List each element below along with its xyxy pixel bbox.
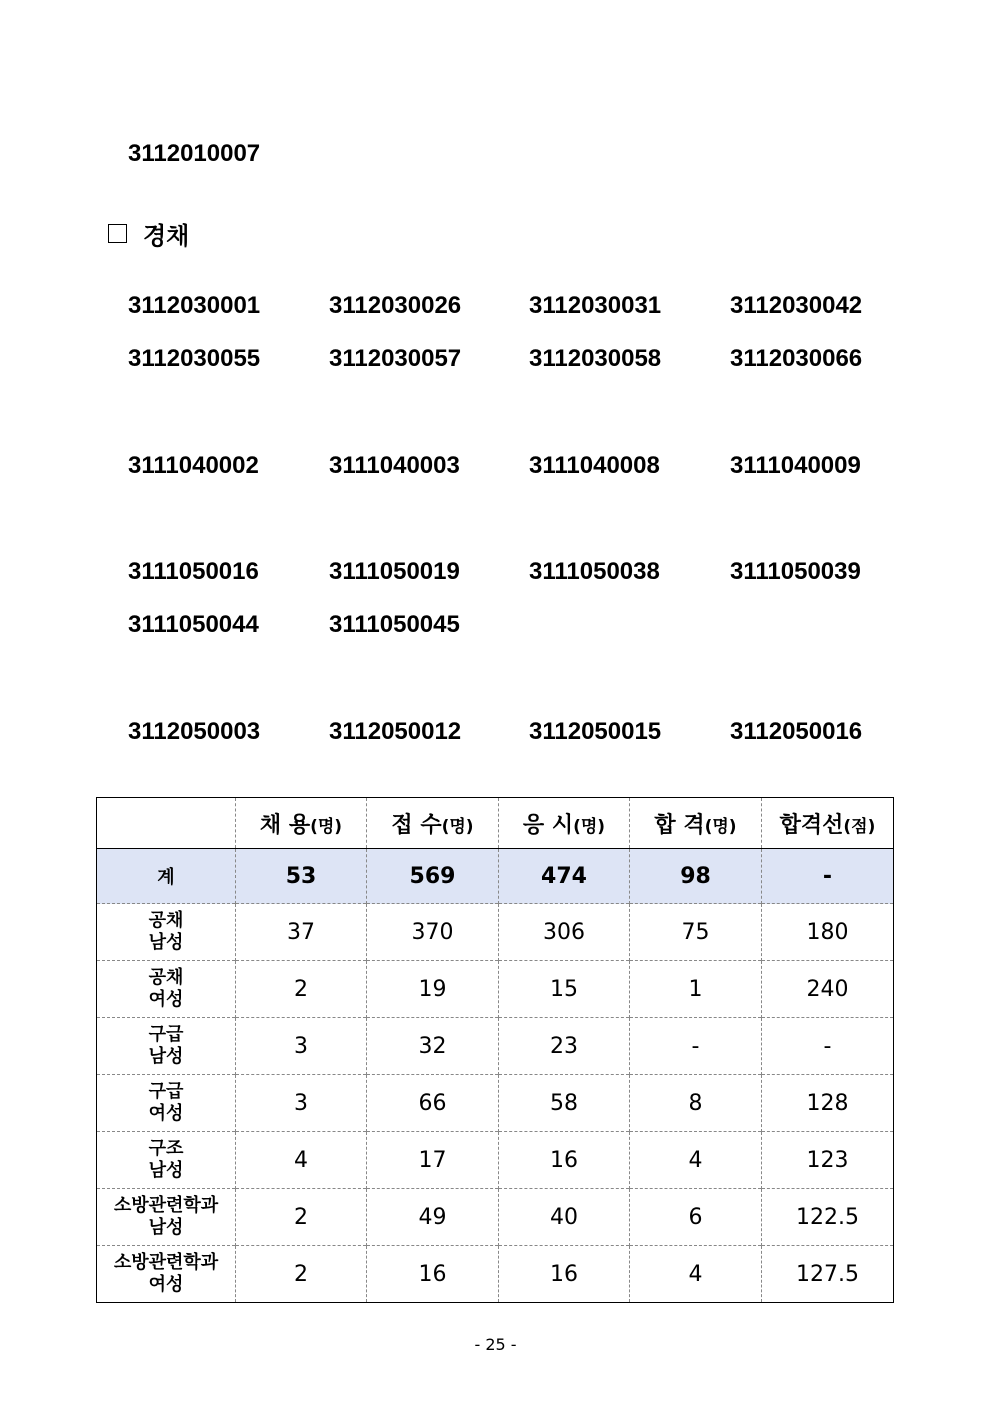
page-number: - 25 - [474,1335,517,1354]
table-cell: 17 [367,1132,499,1189]
table-cell: 3 [236,1075,367,1132]
table-row [97,1246,894,1303]
table-row [97,1018,894,1075]
row-label-line2: 여성 [148,989,184,1010]
row-label [97,1075,236,1132]
row-label [97,1018,236,1075]
candidate-number: 3111050038 [529,558,660,585]
table-cell: - [762,1018,894,1075]
row-label [97,904,236,961]
table-cell: - [630,1018,762,1075]
candidate-number: 3112030055 [128,345,261,372]
total-value: 53 [236,849,367,904]
table-cell: 32 [367,1018,499,1075]
table-cell: 75 [630,904,762,961]
table-cell: 180 [762,904,894,961]
table-cell: 19 [367,961,499,1018]
total-value: 569 [367,849,499,904]
candidate-number: 3112030058 [529,345,662,372]
table-cell: 49 [367,1189,499,1246]
total-value: 474 [499,849,630,904]
row-label-line2: 여성 [148,1274,184,1295]
section-heading [108,216,189,251]
table-row [97,961,894,1018]
candidate-number: 3112030031 [529,292,662,319]
table-cell: 240 [762,961,894,1018]
section-title: 경채 [143,223,190,250]
table-cell: 2 [236,1246,367,1303]
table-cell: 37 [236,904,367,961]
table-cell: 306 [499,904,630,961]
row-label-line2: 남성 [148,932,184,953]
candidate-number: 3111050039 [730,558,861,585]
row-label-line2: 여성 [148,1103,184,1124]
stats-table [96,797,894,1303]
candidate-number: 3111040009 [730,452,861,479]
candidate-number: 3111050045 [329,611,460,638]
table-cell: 4 [630,1246,762,1303]
total-row [97,849,894,904]
table-cell: 6 [630,1189,762,1246]
candidate-number: 3112030001 [128,292,261,319]
row-label-line2: 남성 [148,1046,184,1067]
table-row [97,1132,894,1189]
row-label [97,1189,236,1246]
row-label-line1: 공채 [148,910,184,931]
table-cell: 123 [762,1132,894,1189]
table-cell: 122.5 [762,1189,894,1246]
top-number: 3112010007 [128,140,261,167]
table-cell: 15 [499,961,630,1018]
checkbox-icon [108,224,127,243]
table-row [97,904,894,961]
candidate-number: 3111050019 [329,558,460,585]
table-row [97,1075,894,1132]
row-label [97,1132,236,1189]
candidate-number: 3111050016 [128,558,259,585]
row-label-line1: 구급 [148,1081,184,1102]
candidate-number: 3112050012 [329,718,462,745]
table-header-row [97,798,894,849]
header-cell: 합 격(명) [630,798,762,849]
candidate-number: 3111050044 [128,611,259,638]
table-cell: 8 [630,1075,762,1132]
header-cell: 응 시(명) [499,798,630,849]
table-cell: 370 [367,904,499,961]
row-label [97,1246,236,1303]
table-cell: 58 [499,1075,630,1132]
total-label: 계 [97,849,236,904]
candidate-number: 3112030026 [329,292,462,319]
table-cell: 40 [499,1189,630,1246]
table-cell: 1 [630,961,762,1018]
row-label-line2: 남성 [148,1160,184,1181]
candidate-number: 3111040002 [128,452,259,479]
row-label-line1: 구조 [148,1138,184,1159]
header-cell: 채 용(명) [236,798,367,849]
table-cell: 2 [236,961,367,1018]
candidate-number: 3112050015 [529,718,662,745]
row-label-line1: 공채 [148,967,184,988]
region-header: 광 주 [97,798,236,849]
table-cell: 16 [367,1246,499,1303]
header-cell: 접 수(명) [367,798,499,849]
row-label-line1: 소방관련학과 [113,1195,219,1216]
candidate-number: 3111040008 [529,452,660,479]
table-cell: 16 [499,1132,630,1189]
candidate-number: 3112050003 [128,718,261,745]
total-value: - [762,849,894,904]
header-cell: 합격선(점) [762,798,894,849]
table-cell: 66 [367,1075,499,1132]
table-cell: 4 [236,1132,367,1189]
row-label-line1: 소방관련학과 [113,1252,219,1273]
row-label [97,961,236,1018]
table-cell: 128 [762,1075,894,1132]
candidate-number: 3112030057 [329,345,462,372]
table-cell: 2 [236,1189,367,1246]
candidate-number: 3111040003 [329,452,460,479]
total-value: 98 [630,849,762,904]
table-cell: 23 [499,1018,630,1075]
candidate-number: 3112030042 [730,292,863,319]
candidate-number: 3112030066 [730,345,863,372]
candidate-number: 3112050016 [730,718,863,745]
table-row [97,1189,894,1246]
table-cell: 4 [630,1132,762,1189]
row-label-line1: 구급 [148,1024,184,1045]
row-label-line2: 남성 [148,1217,184,1238]
table-cell: 16 [499,1246,630,1303]
table-cell: 127.5 [762,1246,894,1303]
table-cell: 3 [236,1018,367,1075]
